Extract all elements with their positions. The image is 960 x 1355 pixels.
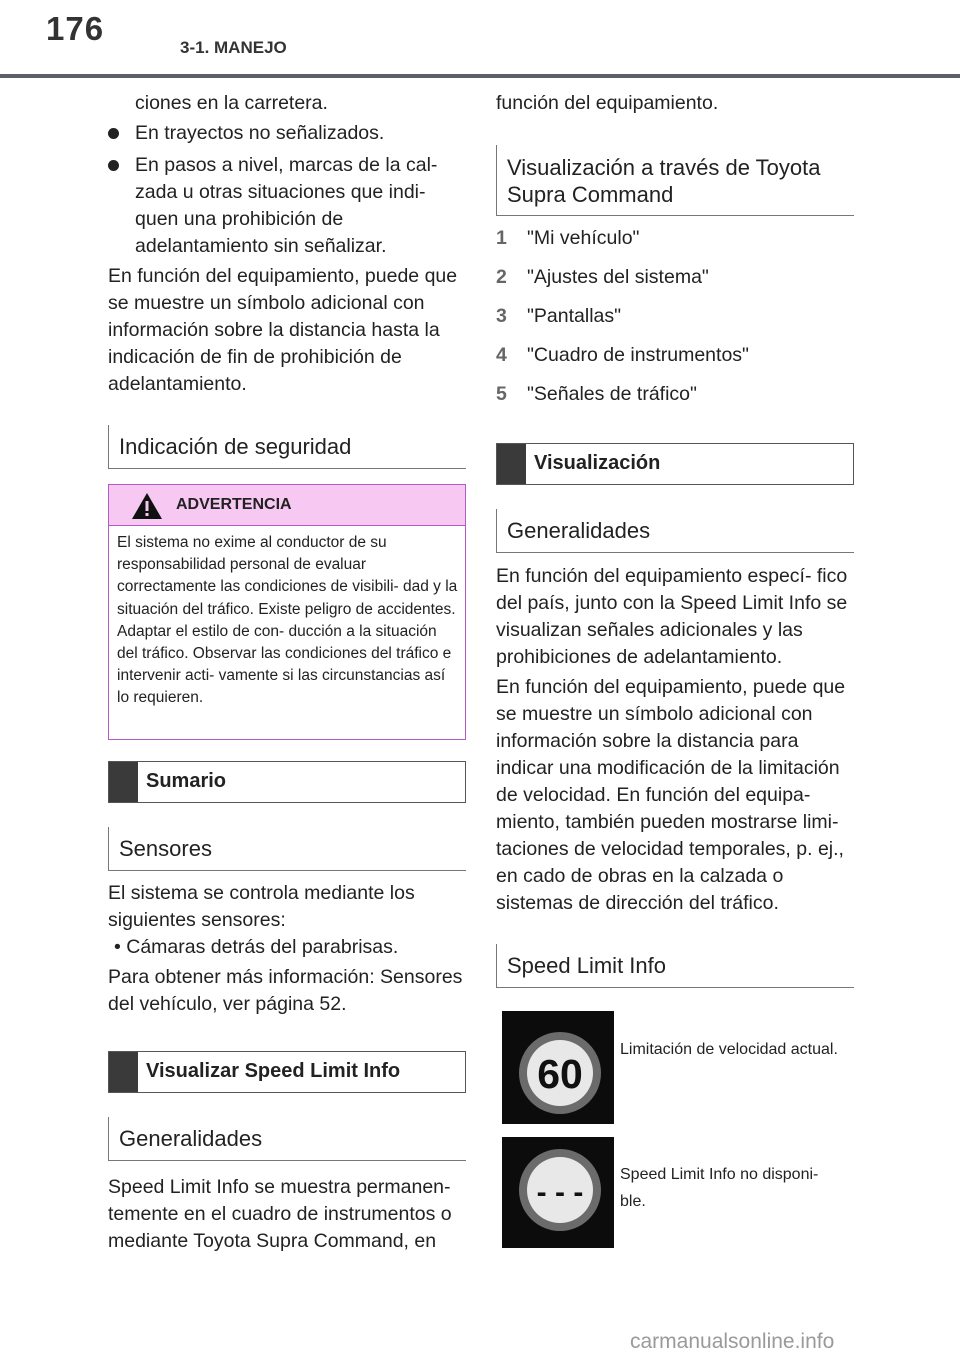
- heading-bar: [497, 444, 526, 484]
- subheading-command: [496, 145, 854, 216]
- speed-limit-60-icon: [502, 1011, 614, 1124]
- list-item: [108, 120, 466, 147]
- step-text: "Cuadro de instrumentos": [527, 344, 749, 366]
- step-number: 4: [496, 344, 507, 366]
- section-label: 3-1. MANEJO: [180, 38, 287, 57]
- step-item: [496, 225, 854, 252]
- subheading-text: Generalidades: [507, 518, 651, 543]
- step-number: 3: [496, 305, 507, 327]
- warning-box: [108, 484, 466, 740]
- heading-bar: [109, 762, 138, 802]
- page-number: 176: [46, 10, 105, 47]
- subheading-text: Speed Limit Info: [507, 953, 666, 978]
- bullet-icon: [108, 128, 119, 139]
- bullet-icon: [108, 160, 119, 171]
- speed-limit-unavailable-image: [502, 1137, 614, 1248]
- list-item: [108, 152, 466, 260]
- paragraph: En función del equipamiento especí- fico del país, junto con la Speed Limit Info se visualizan señales adicionales y las prohibiciones de adelantamiento.: [496, 565, 848, 668]
- subheading-safety: [108, 425, 466, 469]
- warning-body: El sistema no exime al conductor de su responsabilidad personal de evaluar correctamente las condiciones de visibili- dad y la situación del tráfico. Existe peligro de accidentes. Adaptar el estilo de con- ducción a la situación del tráfico. Observar las condiciones del tráfico e intervenir acti- vamente si las circunstancias así lo requieren.: [117, 534, 458, 707]
- step-item: [496, 342, 854, 369]
- paragraph: Speed Limit Info se muestra permanen- temente en el cuadro de instrumentos o mediante Toyota Supra Command, en: [108, 1176, 452, 1252]
- subheading-speed-limit-info: [496, 944, 854, 988]
- step-item: [496, 381, 854, 408]
- subheading-general: [108, 1117, 466, 1161]
- continuation-text: función del equipamiento.: [496, 92, 719, 114]
- header-rule: [0, 74, 960, 78]
- heading-text: Sumario: [146, 770, 227, 792]
- step-text: "Mi vehículo": [527, 227, 640, 249]
- speed-limit-sign-image: [502, 1011, 614, 1124]
- page-header: [0, 0, 960, 78]
- step-item: [496, 264, 854, 291]
- step-item: [496, 303, 854, 330]
- bullet-text: En trayectos no señalizados.: [135, 122, 385, 144]
- intro-continuation: ciones en la carretera.: [135, 92, 328, 114]
- heading-summary: [108, 761, 466, 803]
- step-number: 1: [496, 227, 507, 249]
- step-text: "Señales de tráfico": [527, 383, 697, 405]
- heading-text: Visualización: [534, 452, 661, 474]
- sensors-text: El sistema se controla mediante los siguientes sensores:: [108, 882, 415, 931]
- step-number: 2: [496, 266, 507, 288]
- subheading-text: Sensores: [119, 836, 212, 861]
- step-number: 5: [496, 383, 507, 405]
- paragraph: En función del equipamiento, puede que se muestre un símbolo adicional con información sobre la distancia para indicar una modificación de la limitación de velocidad. En función del equipa- miento, también pueden mostrarse limi- taciones de velocidad temporales, p. ej., en cado de obras en la calzada o sistemas de dirección del tráfico.: [496, 676, 846, 914]
- subheading-text: Indicación de seguridad: [119, 434, 352, 459]
- bullet-text: En pasos a nivel, marcas de la cal- zada u otras situaciones que indi- quen una prohibición de adelantamiento sin señalizar.: [135, 154, 438, 257]
- warning-triangle-icon: [131, 491, 163, 521]
- step-text: "Ajustes del sistema": [527, 266, 709, 288]
- paragraph: En función del equipamiento, puede que se muestre un símbolo adicional con información sobre la distancia hasta la indicación de fin de prohibición de adelantamiento.: [108, 265, 458, 395]
- more-info-text: Para obtener más información: Sensores del vehículo, ver página 52.: [108, 966, 463, 1015]
- watermark-text: carmanualsonline.info: [630, 1330, 835, 1353]
- speed-limit-unavailable-icon: [502, 1137, 614, 1248]
- heading-text: Visualizar Speed Limit Info: [146, 1060, 401, 1082]
- subheading-sensors: [108, 827, 466, 871]
- subheading-text: Generalidades: [119, 1126, 263, 1151]
- subheading-text: Visualización a través de Toyota Supra Command: [507, 155, 821, 207]
- sensors-item: • Cámaras detrás del parabrisas.: [114, 936, 399, 958]
- subheading-general: [496, 509, 854, 553]
- sign-value: - - -: [536, 1176, 584, 1209]
- sign-value: 60: [537, 1051, 583, 1097]
- warning-title: ADVERTENCIA: [176, 496, 292, 513]
- heading-display-sli: [108, 1051, 466, 1093]
- warning-header: [109, 485, 465, 526]
- heading-bar: [109, 1052, 138, 1092]
- heading-visualization: [496, 443, 854, 485]
- step-text: "Pantallas": [527, 305, 622, 327]
- sign-caption: Speed Limit Info no disponi- ble.: [620, 1166, 819, 1210]
- sign-caption: Limitación de velocidad actual.: [620, 1041, 838, 1058]
